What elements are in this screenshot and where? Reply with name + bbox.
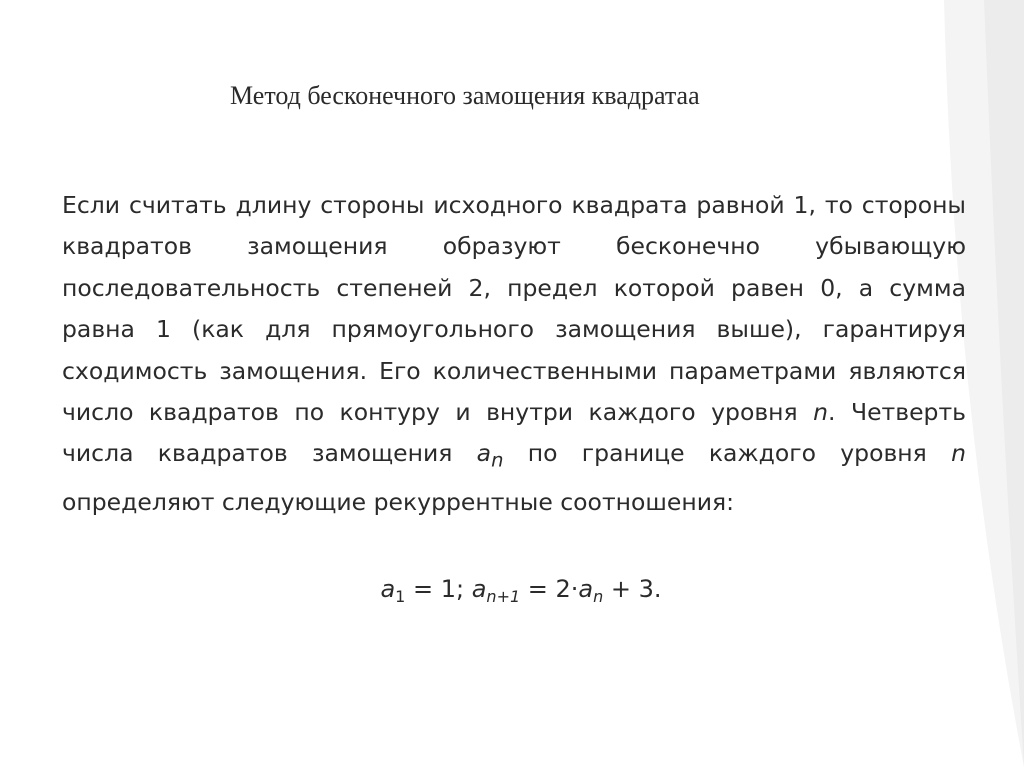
- body-text-part-1: Если считать длину стороны исходного квадрата равной 1, то стороны квадратов замощения образуют бесконечно убывающую последовательность степеней 2, предел которой равен 0, а сумма равна 1 (как для прямоугольного замощения выше), гарантируя сходимость замощения. Его количественными параметрами являются число квадратов по контуру и внутри каждого уровня: [62, 191, 966, 427]
- formula-an-var: a: [578, 575, 594, 603]
- variable-n: n: [813, 398, 829, 427]
- body-text-part-4: определяют следующие рекуррентные соотношения:: [62, 487, 735, 516]
- subscript-n: n: [491, 449, 504, 473]
- formula-a1-var: a: [380, 575, 396, 603]
- slide-body-text: [62, 185, 966, 523]
- formula-an1-var: a: [471, 575, 487, 603]
- slide-title: Метод бесконечного замощения квадратаа: [230, 81, 700, 110]
- recurrence-formula: [0, 569, 1024, 609]
- formula-an1-sub: n+1: [486, 587, 521, 606]
- body-text-part-2: . Четверть числа квадратов замощения: [62, 398, 966, 468]
- formula-an1-eq: = 2·: [520, 575, 579, 603]
- formula-an-sub: n: [593, 587, 604, 606]
- variable-n-2: n: [951, 439, 966, 468]
- formula-tail: + 3.: [603, 575, 662, 603]
- formula-a1-eq: = 1;: [405, 575, 472, 603]
- body-text-part-3: по границе каждого уровня: [503, 439, 952, 468]
- variable-a: a: [476, 439, 492, 468]
- formula-a1-sub: 1: [395, 587, 406, 606]
